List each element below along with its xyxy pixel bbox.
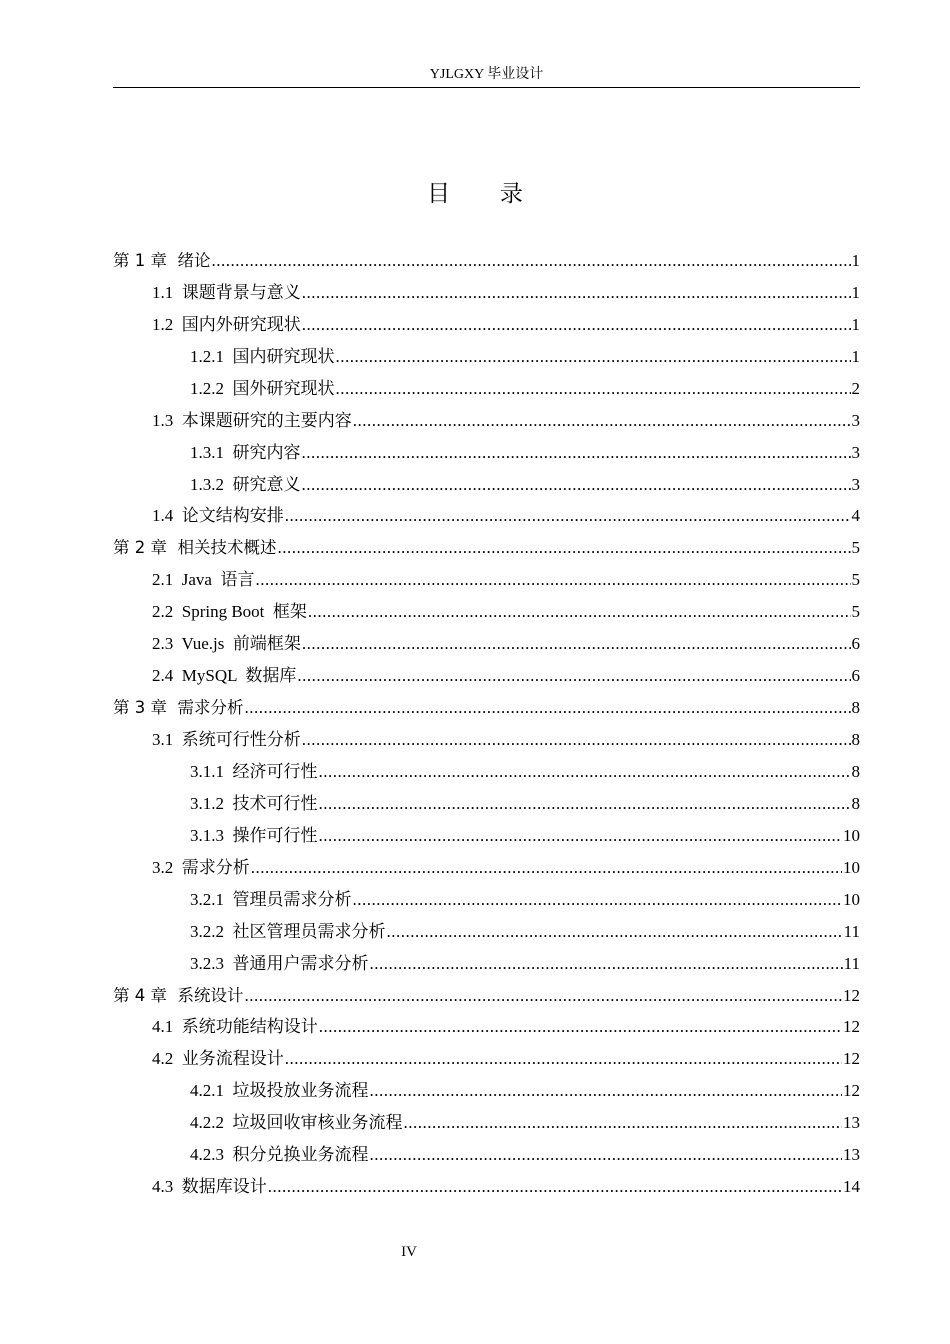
toc-entry-label: 2.4 MySQL 数据库 bbox=[152, 666, 297, 686]
toc-entry-page: 3 bbox=[851, 442, 860, 462]
toc-entry-label: 3.2.2 社区管理员需求分析 bbox=[190, 921, 386, 941]
toc-entry-label: 4.2.2 垃圾回收审核业务流程 bbox=[190, 1113, 403, 1133]
toc-entry[interactable] bbox=[113, 1072, 860, 1104]
dot-leader bbox=[319, 761, 851, 783]
toc-entry-page: 3 bbox=[851, 410, 860, 430]
toc-entry-page: 10 bbox=[843, 857, 860, 877]
toc-entry-label: 第 4 章 系统设计 bbox=[113, 985, 244, 1005]
dot-leader bbox=[370, 1080, 843, 1102]
toc-entry-page: 8 bbox=[851, 730, 860, 749]
toc-entry-label: 3.2 需求分析 bbox=[152, 857, 250, 877]
toc-entry-page: 13 bbox=[843, 1113, 860, 1133]
dot-leader bbox=[268, 1176, 842, 1198]
toc-entry-page: 8 bbox=[851, 698, 860, 718]
toc-entry-label: 3.1.2 技术可行性 bbox=[190, 793, 318, 813]
toc-entry[interactable] bbox=[113, 721, 860, 753]
toc-entry[interactable] bbox=[113, 1040, 860, 1072]
toc-entry[interactable] bbox=[113, 561, 860, 593]
toc-entry-page: 14 bbox=[843, 1177, 860, 1197]
dot-leader bbox=[353, 410, 851, 432]
toc-entry-page: 1 bbox=[851, 250, 860, 270]
toc-entry-page: 12 bbox=[843, 1049, 860, 1069]
toc-entry-page: 8 bbox=[851, 761, 860, 781]
toc-entry-label: 3.2.1 管理员需求分析 bbox=[190, 889, 352, 909]
toc-entry[interactable] bbox=[113, 466, 860, 498]
toc-entry-label: 1.2.2 国外研究现状 bbox=[190, 378, 335, 398]
dot-leader bbox=[302, 729, 851, 751]
toc-entry-page: 5 bbox=[851, 538, 860, 558]
dot-leader bbox=[319, 1016, 842, 1038]
toc-entry-page: 5 bbox=[851, 602, 860, 622]
toc-entry-page: 8 bbox=[851, 793, 860, 813]
toc-entry[interactable] bbox=[113, 913, 860, 945]
toc-entry-page: 12 bbox=[843, 1081, 860, 1101]
dot-leader bbox=[308, 601, 851, 623]
toc-entry-page: 12 bbox=[843, 985, 860, 1005]
toc-entry-label: 1.3.2 研究意义 bbox=[190, 474, 301, 494]
dot-leader bbox=[302, 442, 851, 464]
toc-entry[interactable] bbox=[113, 849, 860, 881]
toc-entry-label: 4.1 系统功能结构设计 bbox=[152, 1017, 318, 1037]
dot-leader bbox=[336, 378, 851, 400]
toc-entry[interactable] bbox=[113, 817, 860, 849]
toc-entry[interactable] bbox=[113, 785, 860, 817]
toc-entry[interactable] bbox=[113, 498, 860, 530]
dot-leader bbox=[370, 953, 843, 975]
page-header: YJLGXY 毕业设计 bbox=[429, 67, 544, 82]
toc-entry-label: 4.3 数据库设计 bbox=[152, 1177, 267, 1197]
toc-entry[interactable] bbox=[113, 338, 860, 370]
toc-entry-label: 3.1 系统可行性分析 bbox=[152, 730, 301, 749]
toc-entry-page: 1 bbox=[851, 282, 860, 302]
toc-entry-label: 第 3 章 需求分析 bbox=[113, 698, 244, 718]
toc-entry[interactable] bbox=[113, 242, 860, 274]
dot-leader bbox=[211, 250, 850, 272]
dot-leader bbox=[370, 1144, 843, 1166]
toc-entry[interactable] bbox=[113, 881, 860, 913]
dot-leader bbox=[244, 697, 850, 719]
toc-entry-label: 第 2 章 相关技术概述 bbox=[113, 538, 277, 558]
toc-entry[interactable] bbox=[113, 370, 860, 402]
toc-entry[interactable] bbox=[113, 402, 860, 434]
toc-entry-page: 5 bbox=[851, 570, 860, 590]
toc-entry-label: 1.4 论文结构安排 bbox=[152, 506, 284, 526]
toc-entry[interactable] bbox=[113, 753, 860, 785]
toc-entry-page: 6 bbox=[851, 634, 860, 654]
dot-leader bbox=[319, 825, 843, 847]
toc-entry-page: 3 bbox=[851, 474, 860, 494]
dot-leader bbox=[244, 985, 842, 1007]
toc-entry-label: 1.2.1 国内研究现状 bbox=[190, 346, 335, 366]
toc-entry[interactable] bbox=[113, 434, 860, 466]
dot-leader bbox=[302, 633, 851, 655]
toc-entry-label: 4.2 业务流程设计 bbox=[152, 1049, 284, 1069]
toc-entry[interactable] bbox=[113, 529, 860, 561]
dot-leader bbox=[285, 505, 851, 527]
toc-entry-label: 第 1 章 绪论 bbox=[113, 250, 211, 270]
table-of-contents bbox=[113, 242, 860, 1200]
dot-leader bbox=[297, 665, 850, 687]
dot-leader bbox=[387, 921, 843, 943]
header-rule bbox=[113, 87, 860, 88]
toc-entry-label: 2.2 Spring Boot 框架 bbox=[152, 602, 307, 622]
dot-leader bbox=[336, 346, 851, 368]
dot-leader bbox=[353, 889, 843, 911]
toc-entry-label: 4.2.3 积分兑换业务流程 bbox=[190, 1145, 369, 1165]
toc-entry-label: 1.3.1 研究内容 bbox=[190, 442, 301, 462]
dot-leader bbox=[302, 474, 851, 496]
toc-entry-page: 4 bbox=[851, 506, 860, 526]
toc-entry-page: 11 bbox=[843, 921, 860, 941]
toc-entry-label: 1.3 本课题研究的主要内容 bbox=[152, 410, 352, 430]
toc-entry-label: 2.3 Vue.js 前端框架 bbox=[152, 634, 301, 654]
toc-entry[interactable] bbox=[113, 1104, 860, 1136]
toc-entry-label: 3.2.3 普通用户需求分析 bbox=[190, 953, 369, 973]
toc-entry-label: 2.1 Java 语言 bbox=[152, 570, 255, 590]
toc-entry[interactable] bbox=[113, 1168, 860, 1200]
toc-entry-page: 11 bbox=[843, 953, 860, 973]
toc-entry-page: 1 bbox=[851, 346, 860, 366]
toc-entry[interactable] bbox=[113, 657, 860, 689]
toc-entry-page: 12 bbox=[843, 1017, 860, 1037]
dot-leader bbox=[302, 282, 851, 304]
toc-entry[interactable] bbox=[113, 977, 860, 1009]
toc-entry-label: 4.2.1 垃圾投放业务流程 bbox=[190, 1081, 369, 1101]
toc-entry[interactable] bbox=[113, 945, 860, 977]
toc-entry[interactable] bbox=[113, 1009, 860, 1041]
dot-leader bbox=[277, 537, 850, 559]
toc-entry-label: 1.1 课题背景与意义 bbox=[152, 282, 301, 302]
dot-leader bbox=[404, 1112, 843, 1134]
toc-entry-page: 6 bbox=[851, 666, 860, 686]
toc-entry-page: 10 bbox=[843, 889, 860, 909]
dot-leader bbox=[302, 314, 851, 336]
toc-entry-label: 3.1.3 操作可行性 bbox=[190, 825, 318, 845]
toc-entry-page: 1 bbox=[851, 314, 860, 334]
page-number: IV bbox=[401, 1244, 417, 1260]
dot-leader bbox=[285, 1048, 842, 1070]
toc-entry[interactable] bbox=[113, 625, 860, 657]
toc-title: 目 录 bbox=[427, 181, 545, 206]
toc-entry[interactable] bbox=[113, 593, 860, 625]
toc-entry-page: 10 bbox=[843, 825, 860, 845]
toc-entry[interactable] bbox=[113, 689, 860, 721]
toc-entry-label: 1.2 国内外研究现状 bbox=[152, 314, 301, 334]
dot-leader bbox=[255, 569, 850, 591]
toc-entry-page: 2 bbox=[851, 378, 860, 398]
toc-entry[interactable] bbox=[113, 274, 860, 306]
toc-entry-label: 3.1.1 经济可行性 bbox=[190, 761, 318, 781]
dot-leader bbox=[251, 857, 842, 879]
dot-leader bbox=[319, 793, 851, 815]
toc-entry[interactable] bbox=[113, 1136, 860, 1168]
toc-entry-page: 13 bbox=[843, 1145, 860, 1165]
toc-entry[interactable] bbox=[113, 306, 860, 338]
